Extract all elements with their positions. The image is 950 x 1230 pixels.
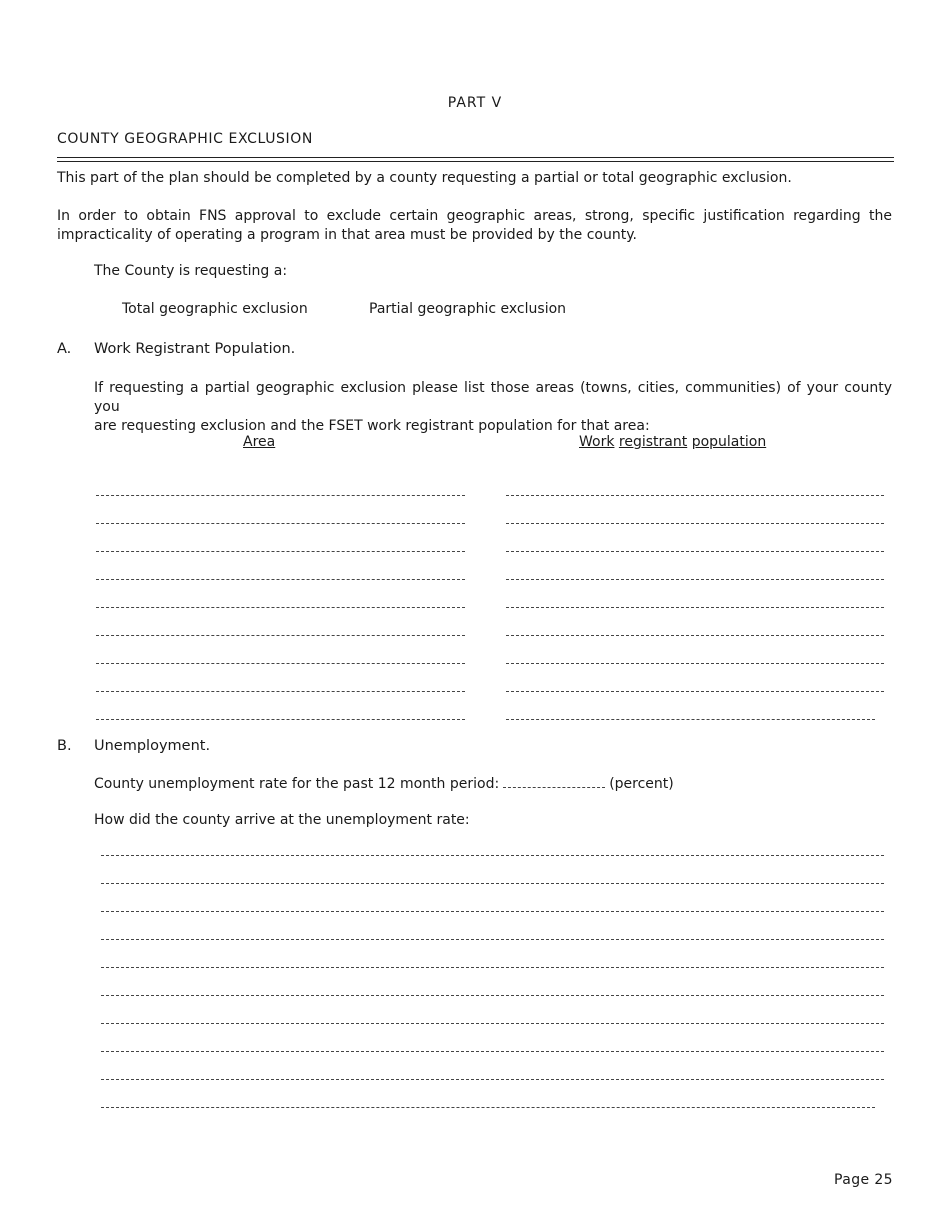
explanation-line[interactable] [101,995,884,996]
county-request-label: The County is requesting a: [94,263,288,279]
section-a-instructions-line-1: If requesting a partial geographic exclusion please list those areas (towns, cities, communities) of your county you [94,380,892,415]
section-a-instructions-line-2: are requesting exclusion and the FSET work registrant population for that area: [94,418,650,434]
section-a-letter: A. [57,341,72,357]
unemployment-rate-unit: (percent) [609,776,674,792]
area-line[interactable] [96,523,465,524]
area-line[interactable] [96,719,465,720]
population-line[interactable] [506,719,875,720]
population-line[interactable] [506,607,884,608]
section-a-title: Work Registrant Population. [94,341,296,357]
section-title: COUNTY GEOGRAPHIC EXCLUSION [57,131,313,147]
explanation-line[interactable] [101,939,884,940]
population-line[interactable] [506,495,884,496]
section-b-letter: B. [57,738,72,754]
option-partial-exclusion[interactable]: Partial geographic exclusion [369,301,567,317]
page-number: Page 25 [834,1172,893,1188]
intro-paragraph-2-line-1: In order to obtain FNS approval to exclude certain geographic areas, strong, specific justification regarding the [57,208,892,224]
population-line[interactable] [506,551,884,552]
part-heading: PART V [447,95,503,111]
unemployment-rate-blank[interactable] [503,775,605,788]
unemployment-rate-label: County unemployment rate for the past 12 month period: [94,776,500,792]
area-line[interactable] [96,663,465,664]
population-line[interactable] [506,579,884,580]
explanation-line[interactable] [101,1079,884,1080]
column-header-population-word-1: Work [579,434,615,450]
area-line[interactable] [96,551,465,552]
column-header-population-word-3: population [691,434,767,450]
explanation-line[interactable] [101,855,884,856]
column-header-population-word-2: registrant [618,434,688,450]
intro-paragraph-2 [57,207,892,245]
column-header-population [579,434,766,450]
unemployment-rate-row [94,775,674,792]
unemployment-method-question: How did the county arrive at the unemployment rate: [94,812,470,828]
explanation-line[interactable] [101,883,884,884]
explanation-line[interactable] [101,967,884,968]
explanation-line[interactable] [101,1023,884,1024]
population-line[interactable] [506,691,884,692]
explanation-line[interactable] [101,911,884,912]
population-line[interactable] [506,635,884,636]
area-line[interactable] [96,495,465,496]
explanation-line[interactable] [101,1107,875,1108]
intro-paragraph-1: This part of the plan should be completed by a county requesting a partial or total geographic exclusion. [57,170,792,186]
title-rule-top [57,157,894,158]
title-rule-bottom [57,161,894,162]
area-line[interactable] [96,607,465,608]
explanation-line[interactable] [101,1051,884,1052]
section-b-title: Unemployment. [94,738,211,754]
area-line[interactable] [96,579,465,580]
population-line[interactable] [506,663,884,664]
area-line[interactable] [96,635,465,636]
area-line[interactable] [96,691,465,692]
column-header-area: Area [243,434,276,450]
section-a-instructions [94,379,892,436]
intro-paragraph-2-line-2: impracticality of operating a program in that area must be provided by the county. [57,227,637,243]
population-line[interactable] [506,523,884,524]
option-total-exclusion[interactable]: Total geographic exclusion [122,301,308,317]
